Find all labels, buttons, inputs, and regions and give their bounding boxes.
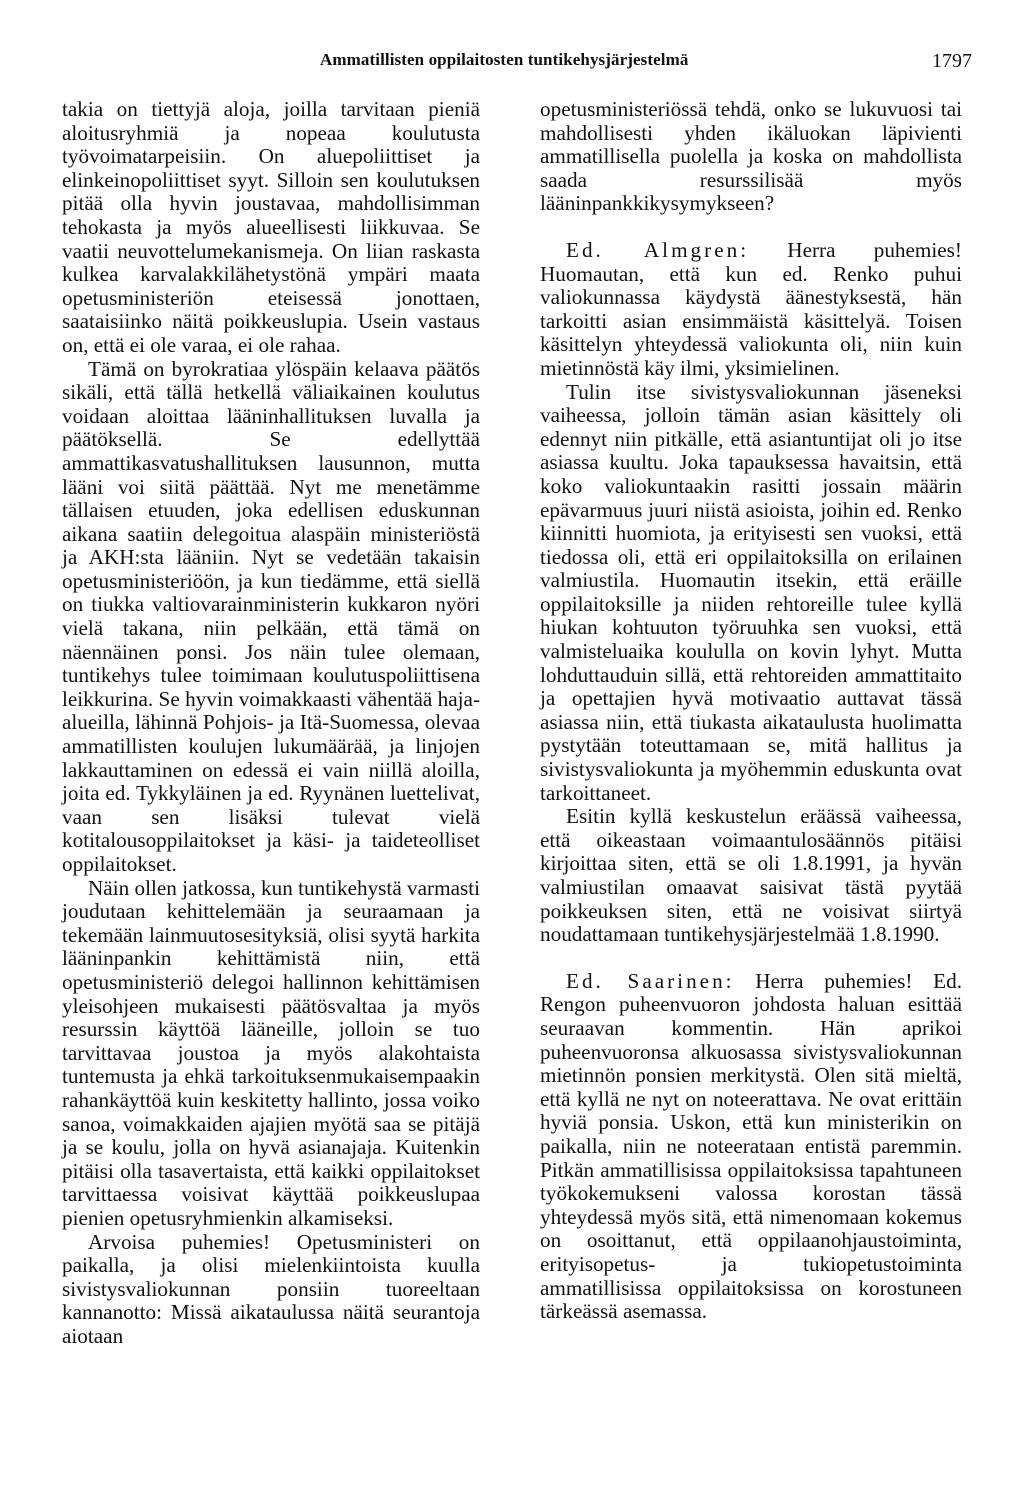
paragraph: Esitin kyllä keskustelun eräässä vaiheessa, että oikeastaan voimaantulosäännös pitäisi kirjoittaa siten, että se oli 1.8.1991, ja hyvän valmiustilan omaavat saisivat tästä pyytää poikkeuksen siten, että ne voisivat siirtyä noudattamaan tuntikehysjärjestelmää 1.8.1990.	[540, 804, 962, 947]
paragraph: Tulin itse sivistysvaliokunnan jäseneksi vaiheessa, jolloin tämän asian käsittely oli edennyt niin pitkälle, että asiantuntijat oli jo itse asiassa kuultu. Joka tapauksessa havaitsin, että koko valiokuntaakin rasitti jossain määrin epävarmuus juuri niistä asioista, joihin ed. Renko kiinnitti huomiota, ja erityisesti sen vuoksi, että tiedossa oli, että eri oppilaitoksilla on erilainen valmiustila. Huomautin itsekin, että eräille oppilaitoksille ja niiden rehtoreille tulee kyllä hiukan kohtuuton työruuhka sen vuoksi, että valmisteluaika koululla on kovin lyhyt. Mutta lohduttauduin sillä, että rehtoreiden ammattitaito ja opettajien hyvä motivaatio auttavat tässä asiassa niin, että tiukasta aikataulusta huolimatta pystytään toteuttamaan se, mitä hallitus ja sivistysvaliokunta ja myöhemmin eduskunta ovat tarkoittaneet.	[540, 379, 962, 805]
running-title: Ammatillisten oppilaitosten tuntikehysjärjestelmä	[320, 50, 689, 69]
paragraph: Näin ollen jatkossa, kun tuntikehystä varmasti joudutaan kehittelemään ja seuraamaan ja tekemään lainmuutosesityksiä, olisi syytä harkita lääninpankin kehittämistä niin, että opetusministeriö delegoi hallinnon kehittämisen yleisohjeen mukaisesti päätösvaltaa ja myös resurssin käyttöä lääneille, jolloin se tuo tarvittavaa joustoa ja myös alakohtaista tuntemusta ja ehkä tarkoituksenmukaisempaakin rahankäyttöä kuin keskitetty hallinto, jossa voiko sanoa, voimakkaiden ajajien myötä saa se pitäjä ja se koulu, jolla on hyvä asianajaja. Kuitenkin pitäisi olla tasavertaista, että kaikki oppilaitokset tarvittaessa voisivat käyttää poikkeuslupaa pienien opetusryhmienkin alkamiseksi.	[62, 875, 480, 1230]
speech-text: Herra puhemies! Ed. Rengon puheenvuoron johdosta haluan esittää seuraavan kommentin. Hän aprikoi puheenvuoronsa alkuosassa sivistysvaliokunnan mietinnön ponsien merkitystä. Olen sitä mieltä, että kyllä ne nyt on noteerattava. Ne ovat erittäin hyviä ponsia. Uskon, että kun ministerikin on paikalla, niin ne noteerataan entistä paremmin. Pitkän ammatillisissa oppilaitoksissa tapahtuneen työkokemukseni valossa korostan tässä yhteydessä myös sitä, että nimenomaan kokemus on osoittanut, että oppilaanohjaustoiminta, erityisopetus- ja tukiopetustoiminta ammatillisissa oppilaitoksissa on korostuneen tärkeässä asemassa.	[540, 968, 963, 1324]
paragraph: Arvoisa puhemies! Opetusministeri on paikalla, ja olisi mielenkiintoista kuulla sivistysvaliokunnan ponsiin tuoreeltaan kannanotto: Missä aikataulussa näitä seurantoja aiotaan	[62, 1229, 480, 1348]
speaker-name: Ed. Almgren:	[566, 237, 750, 262]
speech-text: Herra puhemies! Huomautan, että kun ed. Renko puhui valiokunnassa käydystä äänestyksestä, hän tarkoitti asian ensimmäistä käsittelyä. Toisen käsittelyn yhteydessä valiokunta oli, niin kuin mietinnöstä käy ilmi, yksimielinen.	[540, 237, 962, 380]
speaker-name: Ed. Saarinen:	[566, 968, 735, 993]
left-column	[62, 98, 480, 1348]
speech-paragraph	[540, 239, 962, 381]
paragraph: Tämä on byrokratiaa ylöspäin kelaava päätös sikäli, että tällä hetkellä väliaikainen koulutus voidaan aloittaa lääninhallituksen luvalla ja päätöksellä. Se edellyttää ammattikasvatushallituksen lausunnon, mutta lääni voi siitä päättää. Nyt me menetämme tällaisen etuuden, joka edellisen eduskunnan aikana saatiin delegoitua alaspäin ministeriöstä ja AKH:sta lääniin. Nyt se vedetään takaisin opetusministeriöön, ja kun tiedämme, että siellä on tiukka valtiovarainministerin kukkaron nyöri vielä takana, niin pelkään, että tämä on näennäinen ponsi. Jos näin tulee olemaan, tuntikehys tulee toimimaan koulutuspoliittisena leikkurina. Se hyvin voimakkaasti vähentää haja-alueilla, lähinnä Pohjois- ja Itä-Suomessa, olevaa ammatillisten koulujen lukumäärää, ja linjojen lakkauttaminen on edessä ei vain niillä aloilla, joita ed. Tykkyläinen ja ed. Ryynänen luettelivat, vaan sen lisäksi tulevat vielä kotitalousoppilaitokset ja käsi- ja taideteolliset oppilaitokset.	[62, 356, 480, 876]
right-column	[540, 98, 962, 1324]
paragraph: takia on tiettyjä aloja, joilla tarvitaan pieniä aloitusryhmiä ja nopeaa koulutusta työvoimatarpeisiin. On aluepoliittiset ja elinkeinopoliittiset syyt. Silloin sen koulutuksen pitää olla hyvin joustavaa, mahdollisimman tehokasta ja myös alueellisesti liikkuvaa. Se vaatii neuvottelumekanismeja. On liian raskasta kulkea karvalakkilähetystönä ympäri maata opetusministeriön eteisessä jonottaen, saataisiinko näitä poikkeuslupia. Usein vastaus on, että ei ole varaa, ei ole rahaa.	[62, 97, 480, 357]
paragraph: opetusministeriössä tehdä, onko se lukuvuosi tai mahdollisesti yhden ikäluokan läpivienti ammatillisella puolella ja koska on mahdollista saada resurssilisää myös lääninpankkikysymykseen?	[540, 97, 962, 216]
speech-paragraph	[540, 970, 962, 1324]
page-number: 1797	[932, 50, 972, 72]
